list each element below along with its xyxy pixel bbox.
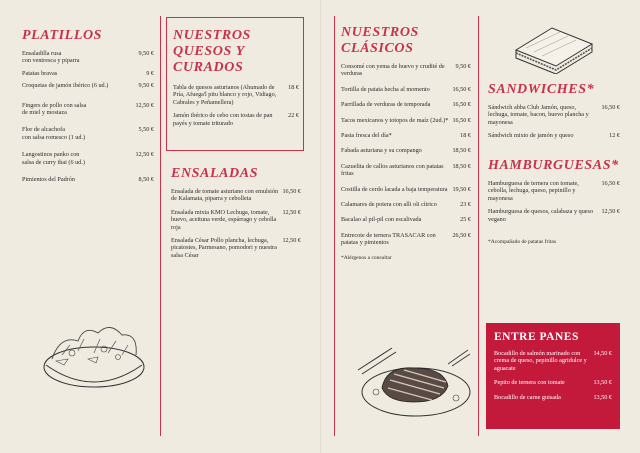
menu-item-price: 23 € xyxy=(460,201,471,209)
menu-item-price: 16,50 € xyxy=(452,85,471,93)
menu-item: Ensalada de tomate asturiano con emulsión de Kalamata, piparra y cebolleta 16,50 € xyxy=(171,188,301,203)
menu-item xyxy=(341,216,471,223)
platillos-title: PLATILLOS xyxy=(22,28,103,43)
clasicos-title-line2: CLÁSICOS xyxy=(341,41,414,56)
entre-panes-title: ENTRE PANES xyxy=(494,331,579,343)
menu-item xyxy=(341,117,471,124)
menu-item xyxy=(341,101,471,108)
menu-item: Hamburguesa de quesos, calabaza y queso vegano 12,50 € xyxy=(488,208,620,223)
clasicos-section xyxy=(341,25,471,262)
menu-item: Ensaladilla rusa con ventresca y piparra 9,50 € xyxy=(22,50,154,65)
hamburguesas-title: HAMBURGUESAS* xyxy=(488,158,619,173)
menu-item-price: 18,50 € xyxy=(452,162,471,170)
sandwiches-section xyxy=(488,82,620,140)
menu-item: Sándwich mixto de jamón y queso 12 € xyxy=(488,132,620,140)
menu-item-price: 18,50 € xyxy=(452,147,471,155)
menu-item-price: 18 € xyxy=(460,132,471,140)
menu-item: Flor de alcachofa con salsa romesco (1 ud.) 5,50 € xyxy=(22,126,154,141)
menu-item xyxy=(341,201,471,208)
menu-item: Langostinos panko con salsa de curry thai (6 ud.) 12,50 € xyxy=(22,151,154,166)
menu-item xyxy=(341,186,471,193)
hamburguesas-section xyxy=(488,158,620,246)
quesos-box xyxy=(166,17,304,151)
clasicos-title-line1: NUESTROS xyxy=(341,25,419,40)
steak-illustration xyxy=(352,340,474,426)
menu-item xyxy=(341,86,471,93)
menu-item-price: 16,50 € xyxy=(452,101,471,109)
menu-item: Patatas bravas 9 € xyxy=(22,69,154,77)
left-border-line xyxy=(334,16,335,436)
fries-note: *Acompañado de patatas fritas xyxy=(488,239,556,246)
menu-item: Pepito de ternera con tomate 13,50 € xyxy=(494,379,612,387)
menu-item: Bocadillo de carne guisada 13,50 € xyxy=(494,393,612,401)
ensaladas-section xyxy=(171,166,301,259)
menu-item-name: Tacos mexicanos y totopos de maíz (2ud.)* xyxy=(341,116,449,124)
menu-item-name: Pasta fresca del día* xyxy=(341,132,392,140)
menu-item-name: Fabada asturiana y su compango xyxy=(341,147,422,155)
platillos-section xyxy=(22,28,154,183)
sandwich-illustration xyxy=(508,22,598,74)
menu-item xyxy=(341,63,471,78)
menu-item: Jamón ibérico de cebo con tostas de pan payés y tomate triturado 22 € xyxy=(173,112,299,127)
menu-item: Tabla de quesos asturianos (Ahumado de Pría, Afuega'l pitu blanco y rojo, Vidiago, Cabrales y Peñamellera) 18 € xyxy=(173,84,299,106)
menu-item-name: Entrecote de ternera TRASACAR con patatas y pimientos xyxy=(341,231,436,247)
menu-item-name: Tortilla de patata hecha al momento xyxy=(341,85,430,93)
menu-item-name: Consomé con yema de huevo y crudité de verduras xyxy=(341,63,445,78)
menu-item xyxy=(341,163,471,178)
menu-item-price: 25 € xyxy=(460,216,471,224)
quesos-title-line3: CURADOS xyxy=(173,60,244,75)
menu-item: Ensalada César Pollo plancha, lechuga, picatostes, Parmesano, pomodori y nuestra salsa César 12,50 € xyxy=(171,237,301,259)
column-divider xyxy=(478,16,479,436)
menu-item: Ensalada mixta KMO Lechuga, tomate, huevo, aceituna verde, espárrago y cebolla roja 12,50 € xyxy=(171,208,301,231)
menu-item: Bocadillo de salmón marinado con crema de queso, pepinillo agridulce y aguacate 14,50 € xyxy=(494,350,612,372)
ensaladas-title: ENSALADAS xyxy=(171,166,259,181)
menu-item xyxy=(341,132,471,139)
menu-item-name: Cazuelita de callos asturianos con patatas fritas xyxy=(341,162,444,178)
menu-item-price: 26,50 € xyxy=(452,231,471,239)
quesos-title-line2: QUESOS Y xyxy=(173,44,245,59)
quesos-title-line1: NUESTROS xyxy=(173,28,251,43)
menu-item-price: 19,50 € xyxy=(452,185,471,193)
page-fold xyxy=(320,0,321,453)
menu-item: Sándwich abba Club Jamón, queso, lechuga, tomate, bacon, huevo plancha y mayonesa 16,50 € xyxy=(488,104,620,126)
menu-item-price: 16,50 € xyxy=(452,116,471,124)
menu-item: Pimientos del Padrón 8,50 € xyxy=(22,176,154,184)
sandwiches-title: SANDWICHES* xyxy=(488,82,595,97)
menu-item: Croquetas de jamón ibérico (6 ud.) 9,50 € xyxy=(22,82,154,90)
menu-item: Fingers de pollo con salsa de miel y mostaza 12,50 € xyxy=(22,101,154,117)
menu-item-name: Parrillada de verduras de temporada xyxy=(341,101,431,109)
menu-item-name: Costilla de cerdo lacada a baja temperatura xyxy=(341,185,448,193)
menu-item: Hamburguesa de ternera con tomate, cebolla, lechuga, queso, pepinillo y mayonesa 16,50 € xyxy=(488,180,620,202)
menu-item-name: Calamares de potera con alli oli cítrico xyxy=(341,201,437,209)
entre-panes-box xyxy=(486,323,620,429)
allergens-note: *Alérgenos a consultar xyxy=(341,254,392,261)
salad-bowl-illustration xyxy=(38,315,150,393)
menu-item xyxy=(341,232,471,247)
menu-item-name: Bacalao al pil-pil con escalivada xyxy=(341,216,422,224)
menu-item xyxy=(341,147,471,154)
menu-item-price: 9,50 € xyxy=(455,63,471,70)
column-divider xyxy=(160,16,161,436)
